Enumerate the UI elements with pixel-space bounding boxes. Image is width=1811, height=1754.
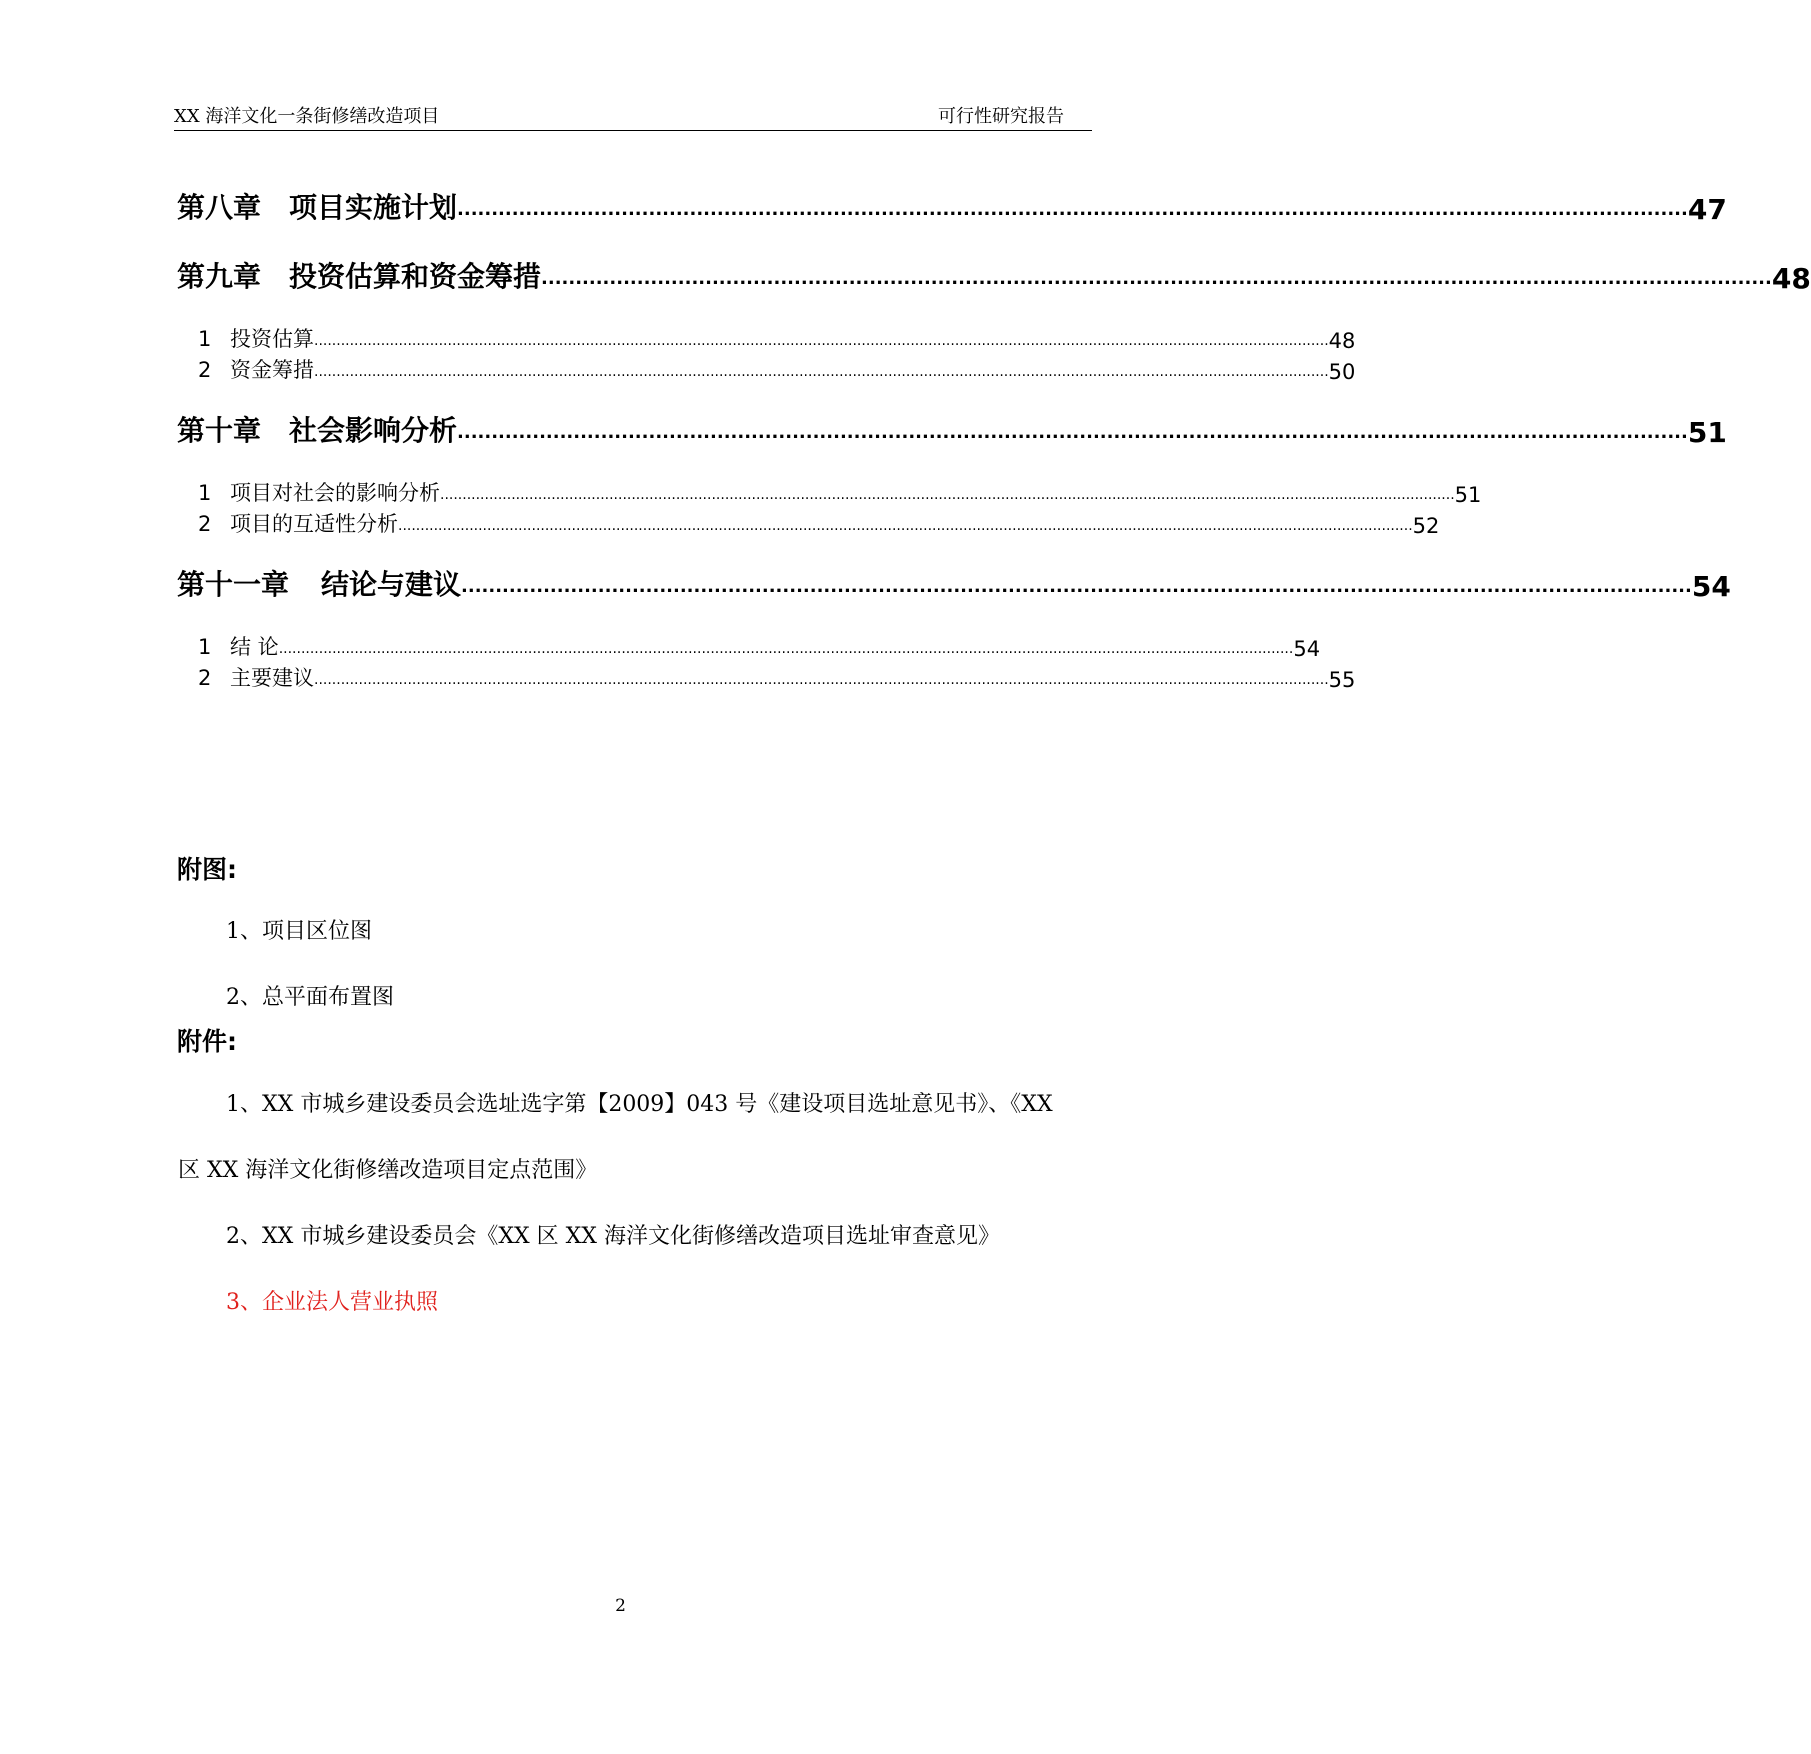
toc-page-number: 55 <box>1328 668 1356 692</box>
attachment-item-1-line-1: 1、XX 市城乡建设委员会选址选字第【2009】043 号《建设项目选址意见书》、《XX <box>226 1092 1053 1117</box>
toc-leader-dots: .................................................................................................................................................................................... <box>461 576 1692 597</box>
chapter-number: 第十一章 <box>177 568 290 601</box>
page-header <box>174 98 1092 131</box>
section-title: 项目对社会的影响分析 <box>230 481 440 505</box>
toc-page-number: 54 <box>1691 570 1731 603</box>
chapter-number: 第九章 <box>177 260 262 293</box>
toc-page-number: 48 <box>1771 262 1811 295</box>
toc-chapter-8[interactable] <box>177 186 1727 226</box>
toc-section-9-1[interactable] <box>177 327 1356 353</box>
section-index: 2 <box>198 358 212 382</box>
figures-heading: 附图: <box>177 855 237 884</box>
page-number: 2 <box>615 1596 626 1616</box>
toc-leader-dots: .................................................................................................................................................................................................................................... <box>314 364 1329 380</box>
toc-page-number: 51 <box>1687 416 1727 449</box>
figure-item-1: 1、项目区位图 <box>226 919 372 944</box>
toc-leader-dots: .................................................................................................................................................................................................................................... <box>314 333 1329 349</box>
toc-page-number: 51 <box>1454 483 1482 507</box>
attachment-item-1-line-2: 区 XX 海洋文化街修缮改造项目定点范围》 <box>178 1158 598 1183</box>
section-title: 投资估算 <box>230 327 314 351</box>
chapter-number: 第十章 <box>177 414 262 447</box>
section-index: 1 <box>198 327 212 351</box>
chapter-title: 投资估算和资金筹措 <box>289 260 542 293</box>
toc-section-9-2[interactable] <box>177 358 1356 384</box>
toc-leader-dots: .................................................................................................................................................................................... <box>541 268 1772 289</box>
chapter-title: 社会影响分析 <box>289 414 458 447</box>
toc-leader-dots: .................................................................................................................................................................................................................................... <box>440 487 1455 503</box>
toc-section-10-2[interactable] <box>177 512 1440 538</box>
toc-page-number: 54 <box>1293 637 1321 661</box>
attachment-item-2: 2、XX 市城乡建设委员会《XX 区 XX 海洋文化街修缮改造项目选址审查意见》 <box>226 1224 1000 1249</box>
toc-chapter-10[interactable] <box>177 409 1727 449</box>
toc-page-number: 48 <box>1328 329 1356 353</box>
section-index: 1 <box>198 635 212 659</box>
section-index: 2 <box>198 666 212 690</box>
attachment-item-3: 3、企业法人营业执照 <box>226 1290 438 1315</box>
toc-leader-dots: .................................................................................................................................................................................................................................... <box>398 518 1413 534</box>
attachments-heading: 附件: <box>177 1027 237 1056</box>
section-index: 1 <box>198 481 212 505</box>
header-project-title: XX 海洋文化一条街修缮改造项目 <box>174 106 440 127</box>
toc-section-11-2[interactable] <box>177 666 1356 692</box>
toc-page-number: 52 <box>1412 514 1440 538</box>
figure-item-2: 2、总平面布置图 <box>226 985 394 1010</box>
toc-chapter-11[interactable] <box>177 563 1731 603</box>
toc-page-number: 50 <box>1328 360 1356 384</box>
section-index: 2 <box>198 512 212 536</box>
toc-page-number: 47 <box>1687 193 1727 226</box>
toc-section-10-1[interactable] <box>177 481 1482 507</box>
section-title: 主要建议 <box>230 666 314 690</box>
toc-section-11-1[interactable] <box>177 635 1321 661</box>
toc-chapter-9[interactable] <box>177 255 1811 295</box>
toc-leader-dots: .................................................................................................................................................................................... <box>457 422 1688 443</box>
toc-leader-dots: .................................................................................................................................................................................... <box>457 199 1688 220</box>
chapter-title: 结论与建议 <box>321 568 462 601</box>
section-title: 项目的互适性分析 <box>230 512 398 536</box>
section-title: 资金筹措 <box>230 358 314 382</box>
chapter-title: 项目实施计划 <box>289 191 458 224</box>
section-title: 结 论 <box>230 635 279 659</box>
toc-leader-dots: .................................................................................................................................................................................................................................... <box>278 641 1294 657</box>
toc-leader-dots: .................................................................................................................................................................................................................................... <box>314 672 1329 688</box>
chapter-number: 第八章 <box>177 191 262 224</box>
header-report-type: 可行性研究报告 <box>938 106 1064 127</box>
